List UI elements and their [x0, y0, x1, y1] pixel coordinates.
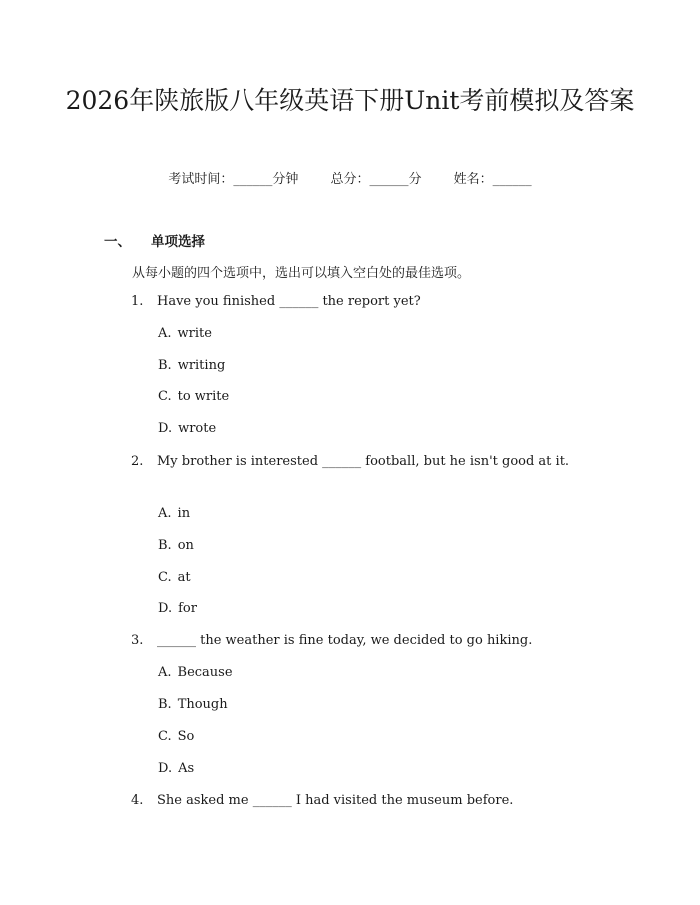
question-3-option-a — [158, 665, 233, 680]
option-text: Though — [177, 697, 228, 712]
question-2 — [104, 451, 594, 472]
question-number: 4. — [131, 793, 144, 808]
section-number: 一、 — [104, 234, 131, 250]
question-4 — [104, 790, 594, 811]
question-1 — [104, 291, 594, 312]
question-1-option-c — [158, 389, 229, 404]
question-1-option-d — [158, 421, 216, 436]
question-text: ______ the weather is fine today, we decided to go hiking. — [157, 633, 533, 648]
option-text: on — [177, 538, 194, 553]
option-letter: D. — [158, 601, 173, 616]
option-text: in — [177, 506, 191, 521]
question-1-option-b — [158, 358, 225, 373]
option-text: for — [178, 601, 197, 616]
option-letter: B. — [158, 358, 172, 373]
document-title: 2026年陕旅版八年级英语下册Unit考前模拟及答案 — [65, 86, 635, 115]
option-letter: C. — [158, 729, 172, 744]
question-text: Have you finished ______ the report yet? — [157, 294, 421, 309]
exam-time: 考试时间：______分钟 — [168, 172, 299, 187]
question-text: My brother is interested ______ football, but he isn't good at it. — [157, 454, 570, 469]
option-text: As — [178, 761, 195, 776]
question-text: She asked me ______ I had visited the museum before. — [157, 793, 514, 808]
option-letter: C. — [158, 570, 172, 585]
question-1-option-a — [158, 326, 212, 341]
section-instruction: 从每小题的四个选项中，选出可以填入空白处的最佳选项。 — [132, 266, 471, 281]
question-2-option-b — [158, 538, 194, 553]
option-letter: A. — [158, 506, 172, 521]
question-2-option-d — [158, 601, 197, 616]
option-letter: B. — [158, 697, 172, 712]
option-text: write — [177, 326, 212, 341]
question-3 — [104, 630, 594, 651]
option-text: to write — [177, 389, 230, 404]
option-text: writing — [177, 358, 226, 373]
question-number: 1. — [131, 294, 144, 309]
question-3-option-c — [158, 729, 194, 744]
option-letter: D. — [158, 421, 173, 436]
question-number: 2. — [131, 454, 144, 469]
exam-meta — [0, 168, 700, 187]
section-title: 单项选择 — [151, 234, 205, 250]
option-letter: D. — [158, 761, 173, 776]
option-text: Because — [177, 665, 233, 680]
question-number: 3. — [131, 633, 144, 648]
option-letter: A. — [158, 326, 172, 341]
question-3-option-d — [158, 761, 194, 776]
question-2-option-c — [158, 570, 191, 585]
exam-total-score: 总分：______分 — [330, 172, 422, 187]
question-2-option-a — [158, 506, 190, 521]
option-letter: B. — [158, 538, 172, 553]
option-text: So — [177, 729, 195, 744]
option-letter: A. — [158, 665, 172, 680]
student-name: 姓名：______ — [453, 172, 532, 187]
section-heading — [104, 230, 205, 250]
option-letter: C. — [158, 389, 172, 404]
option-text: wrote — [178, 421, 217, 436]
option-text: at — [177, 570, 191, 585]
question-3-option-b — [158, 697, 228, 712]
